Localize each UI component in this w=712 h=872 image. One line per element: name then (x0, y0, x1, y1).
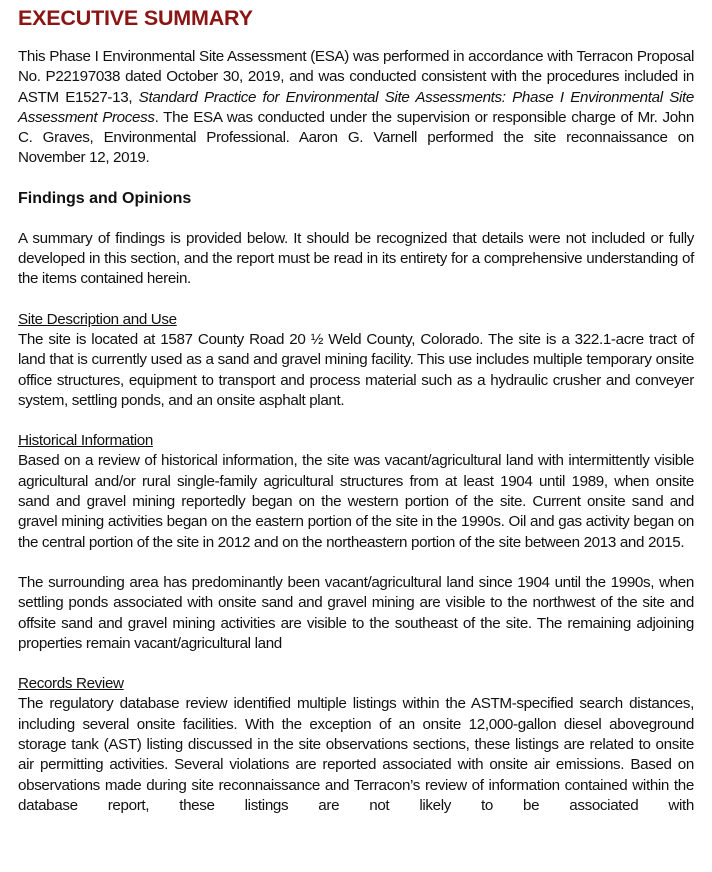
section-paragraph: Based on a review of historical information, the site was vacant/agricultural land with intermittently visible agricultural and/or rural single-family agricultural structures from at least 1904 until 1989, when onsite sand and gravel mining reportedly began on the western portion of the site. Current onsite sand and gravel mining activities began on the eastern portion of the site in the 1990s. Oil and gas activity began on the central portion of the site in 2012 and on the northeastern portion of the site between 2013 and 2015. (18, 452, 694, 551)
intro-paragraph (18, 47, 694, 169)
section-heading: Site Description and Use (18, 310, 177, 328)
section-paragraph: The site is located at 1587 County Road 20 ½ Weld County, Colorado. The site is a 322.1-acre tract of land that is currently used as a sand and gravel mining facility. This use includes multiple temporary onsite office structures, equipment to transport and process material such as a hydraulic crusher and conveyer system, settling ponds, and an onsite asphalt plant. (18, 330, 694, 409)
spacer (18, 290, 694, 310)
section-heading: Records Review (18, 675, 124, 693)
findings-heading: Findings and Opinions (18, 189, 192, 207)
spacer (18, 553, 694, 573)
section-paragraph: The regulatory database review identified multiple listings within the ASTM-specified search distances, including several onsite facilities. With the exception of an onsite 12,000-gallon diesel aboveground storage tank (AST) listing discussed in the site observations sections, these listings are related to onsite air permitting activities. Several violations are reported associated with onsite air emissions. Based on observations made during site reconnaissance and Terracon’s review of information contained within the database report, these listings are not likely to be associated with (18, 695, 694, 814)
section-historical-information (18, 431, 694, 654)
findings-intro-paragraph: A summary of findings is provided below. It should be recognized that details were not included or fully developed in this section, and the report must be read in its entirety for a comprehensive understanding of the items contained herein. (18, 229, 694, 288)
section-paragraph: The surrounding area has predominantly been vacant/agricultural land since 1904 until the 1990s, when settling ponds associated with onsite sand and gravel mining are visible to the northwest of the site and offsite sand and gravel mining activities are visible to the southeast of the site. The remaining adjoining properties remain vacant/agricultural land (18, 573, 694, 652)
page-title: EXECUTIVE SUMMARY (18, 6, 253, 30)
section-records-review (18, 674, 694, 816)
astm-standard-title: Standard Practice for Environmental Site Assessments: Phase I Environmental Site Assessment Process (18, 88, 695, 126)
intro-text-2: . The ESA was conducted under the supervision or responsible charge of Mr. John C. Graves, Environmental Professional. Aaron G. Varnell performed the site reconnaissance on November 12, 2019. (18, 108, 695, 167)
section-heading: Historical Information (18, 432, 153, 450)
spacer (18, 654, 694, 674)
section-site-description (18, 310, 694, 411)
spacer (18, 411, 694, 431)
intro-text-1: This Phase I Environmental Site Assessment (ESA) was performed in accordance with Terracon Proposal No. P22197038 dated October 30, 2019, and was conducted consistent with the procedures included in ASTM E1527-13, (18, 48, 694, 106)
